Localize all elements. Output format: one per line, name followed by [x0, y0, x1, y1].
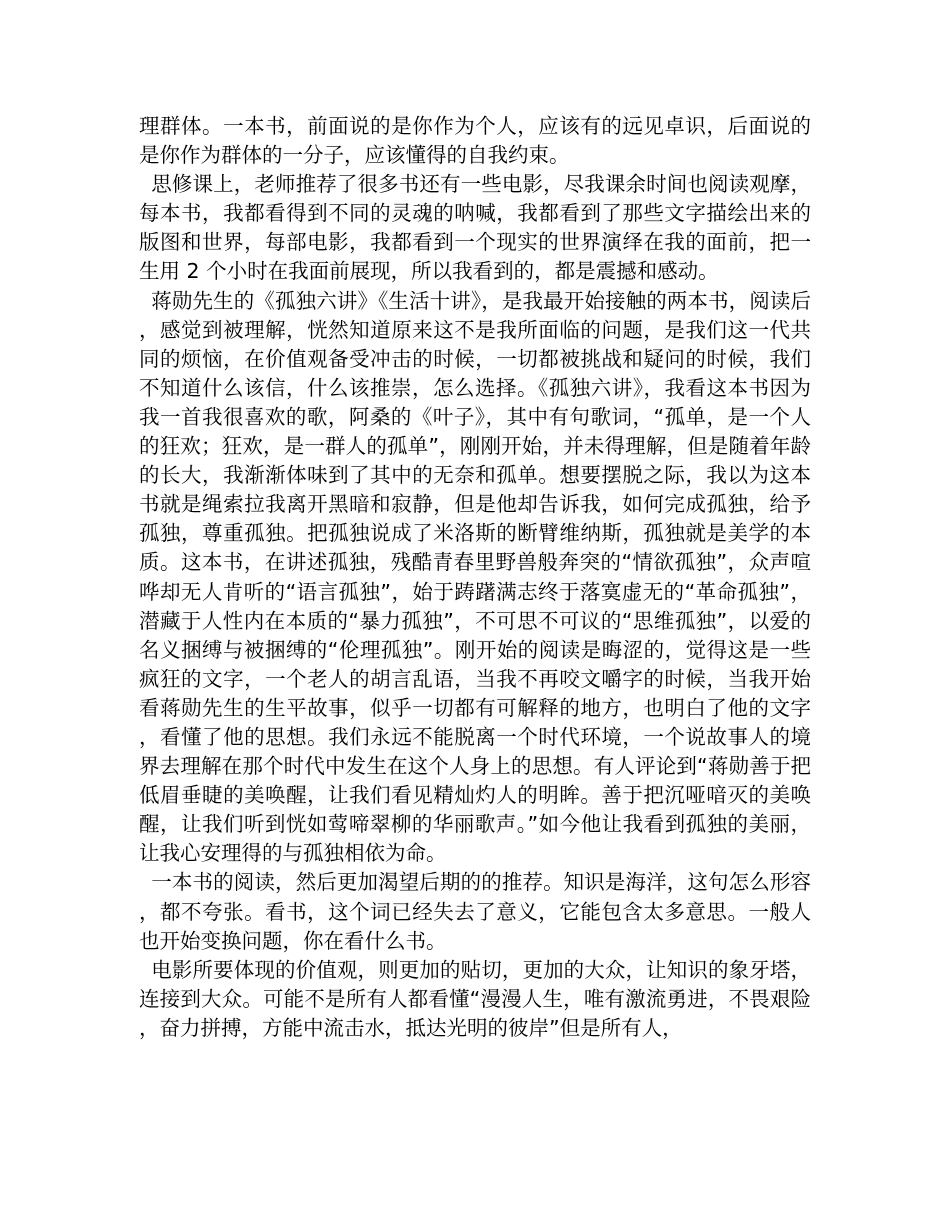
- paragraph-jiang-xun-books: 蒋勋先生的《孤独六讲》《生活十讲》，是我最开始接触的两本书，阅读后，感觉到被理解，恍然知道原来这不是我所面临的问题，是我们这一代共同的烦恼，在价值观备受冲击的时候，一切都被挑战和疑问的时候，我们不知道什么该信，什么该推崇，怎么选择。《孤独六讲》，我看这本书因为我一首我很喜欢的歌，阿桑的《叶子》，其中有句歌词，“孤单，是一个人的狂欢；狂欢，是一群人的孤单”，刚刚开始，并未得理解，但是随着年龄的长大，我渐渐体味到了其中的无奈和孤单。想要摆脱之际，我以为这本书就是绳索拉我离开黑暗和寂静，但是他却告诉我，如何完成孤独，给予孤独，尊重孤独。把孤独说成了米洛斯的断臂维纳斯，孤独就是美学的本质。这本书，在讲述孤独，残酷青春里野兽般奔突的“情欲孤独”，众声喧哗却无人肯听的“语言孤独”，始于踌躇满志终于落寞虚无的“革命孤独”，潜藏于人性内在本质的“暴力孤独”，不可思不可议的“思维孤独”，以爱的名义捆缚与被捆缚的“伦理孤独”。刚开始的阅读是晦涩的，觉得这是一些疯狂的文字，一个老人的胡言乱语，当我不再咬文嚼字的时候，当我开始看蒋勋先生的生平故事，似乎一切都有可解释的地方，也明白了他的文字，看懂了他的思想。我们永远不能脱离一个时代环境，一个说故事人的境界去理解在那个时代中发生在这个人身上的思想。有人评论到“蒋勋善于把低眉垂睫的美唤醒，让我们看见精灿灼人的明眸。善于把沉哑喑灭的美唤醒，让我们听到恍如莺啼翠柳的华丽歌声。”如今他让我看到孤独的美丽，让我心安理得的与孤独相依为命。: [139, 288, 811, 866]
- paragraph-course-recommendations: 思修课上，老师推荐了很多书还有一些电影，尽我课余时间也阅读观摩，每本书，我都看得到不同的灵魂的呐喊，我都看到了那些文字描绘出来的版图和世界，每部电影，我都看到一个现实的世界演绎在我的面前，把一生用 2 个小时在我面前展现，所以我看到的，都是震撼和感动。: [139, 172, 811, 284]
- document-body: [139, 112, 811, 1043]
- paragraph-reading-desire: 一本书的阅读，然后更加渴望后期的的推荐。知识是海洋，这句怎么形容，都不夸张。看书，这个词已经失去了意义，它能包含太多意思。一般人也开始变换问题，你在看什么书。: [139, 870, 811, 953]
- paragraph-continuation: 理群体。一本书，前面说的是你作为个人，应该有的远见卓识，后面说的是你作为群体的一分子，应该懂得的自我约束。: [139, 114, 811, 168]
- paragraph-film-values: 电影所要体现的价值观，则更加的贴切，更加的大众，让知识的象牙塔，连接到大众。可能不是所有人都看懂“漫漫人生，唯有激流勇进，不畏艰险，奋力拼搏，方能中流击水，抵达光明的彼岸”但是所有人，: [139, 957, 811, 1040]
